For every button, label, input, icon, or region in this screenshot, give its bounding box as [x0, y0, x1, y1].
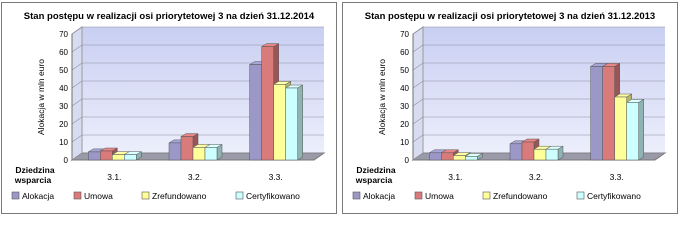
legend-label-zrefundowano: Zrefundowano	[493, 191, 548, 201]
x-axis-label-line1: Dziedzina	[15, 165, 55, 175]
y-tick-label: 10	[400, 138, 409, 147]
chart-panel-2014	[1, 2, 337, 214]
legend-swatch-umowa	[74, 192, 81, 199]
bar-certyfikowano-3	[286, 85, 303, 160]
y-tick-label: 70	[59, 30, 68, 39]
chart-title: Stan postępu w realizacji osi priorytetowej 3 na dzień 31.12.2013	[364, 11, 656, 22]
y-tick-label: 50	[59, 66, 68, 75]
x-axis-label-line2: wsparcia	[14, 175, 52, 185]
y-tick-label: 10	[59, 138, 68, 147]
y-tick-label: 0	[63, 156, 68, 165]
plot-side-wall	[72, 27, 82, 160]
x-category-label: 3.3.	[609, 172, 624, 182]
y-tick-label: 40	[400, 84, 409, 93]
bar-certyfikowano-1	[124, 152, 141, 160]
bar-certyfikowano-3	[627, 99, 644, 160]
x-axis-label-line1: Dziedzina	[356, 165, 396, 175]
legend-label-certyfikowano: Certyfikowano	[587, 191, 641, 201]
x-category-label: 3.2.	[528, 172, 544, 182]
y-tick-label: 60	[59, 48, 68, 57]
y-tick-label: 60	[400, 48, 409, 57]
legend-label-certyfikowano: Certyfikowano	[246, 191, 300, 201]
legend-swatch-zrefundowano	[483, 192, 490, 199]
plot-side-wall	[413, 27, 423, 160]
y-tick-label: 20	[59, 120, 68, 129]
x-category-label: 3.3.	[268, 172, 283, 182]
chart-2013	[343, 3, 677, 213]
legend-label-umowa: Umowa	[425, 191, 454, 201]
y-axis-label: Alokacja w mln euro	[36, 58, 46, 136]
legend-swatch-umowa	[415, 192, 422, 199]
y-tick-label: 20	[400, 120, 409, 129]
legend-swatch-zrefundowano	[142, 192, 149, 199]
legend-swatch-certyfikowano	[236, 192, 243, 199]
legend-swatch-certyfikowano	[577, 192, 584, 199]
x-category-label: 3.2.	[187, 172, 203, 182]
y-tick-label: 0	[404, 156, 409, 165]
legend-label-umowa: Umowa	[84, 191, 113, 201]
x-axis-label-line2: wsparcia	[355, 175, 393, 185]
y-axis-label: Alokacja w mln euro	[377, 58, 387, 136]
chart-2014	[2, 3, 336, 213]
chart-panel-2013	[342, 2, 678, 214]
x-category-label: 3.1.	[448, 172, 463, 182]
x-category-label: 3.1.	[107, 172, 122, 182]
bar-certyfikowano-2	[546, 146, 563, 160]
legend-label-alokacja: Alokacja	[22, 191, 55, 201]
legend-swatch-alokacja	[353, 192, 360, 199]
y-tick-label: 40	[59, 84, 68, 93]
legend-swatch-alokacja	[12, 192, 19, 199]
y-tick-label: 30	[400, 102, 409, 111]
y-tick-label: 70	[400, 30, 409, 39]
y-tick-label: 50	[400, 66, 409, 75]
legend-label-zrefundowano: Zrefundowano	[152, 191, 207, 201]
legend-label-alokacja: Alokacja	[363, 191, 396, 201]
y-tick-label: 30	[59, 102, 68, 111]
chart-title: Stan postępu w realizacji osi priorytetowej 3 na dzień 31.12.2014	[23, 11, 315, 22]
bar-certyfikowano-2	[205, 144, 222, 160]
